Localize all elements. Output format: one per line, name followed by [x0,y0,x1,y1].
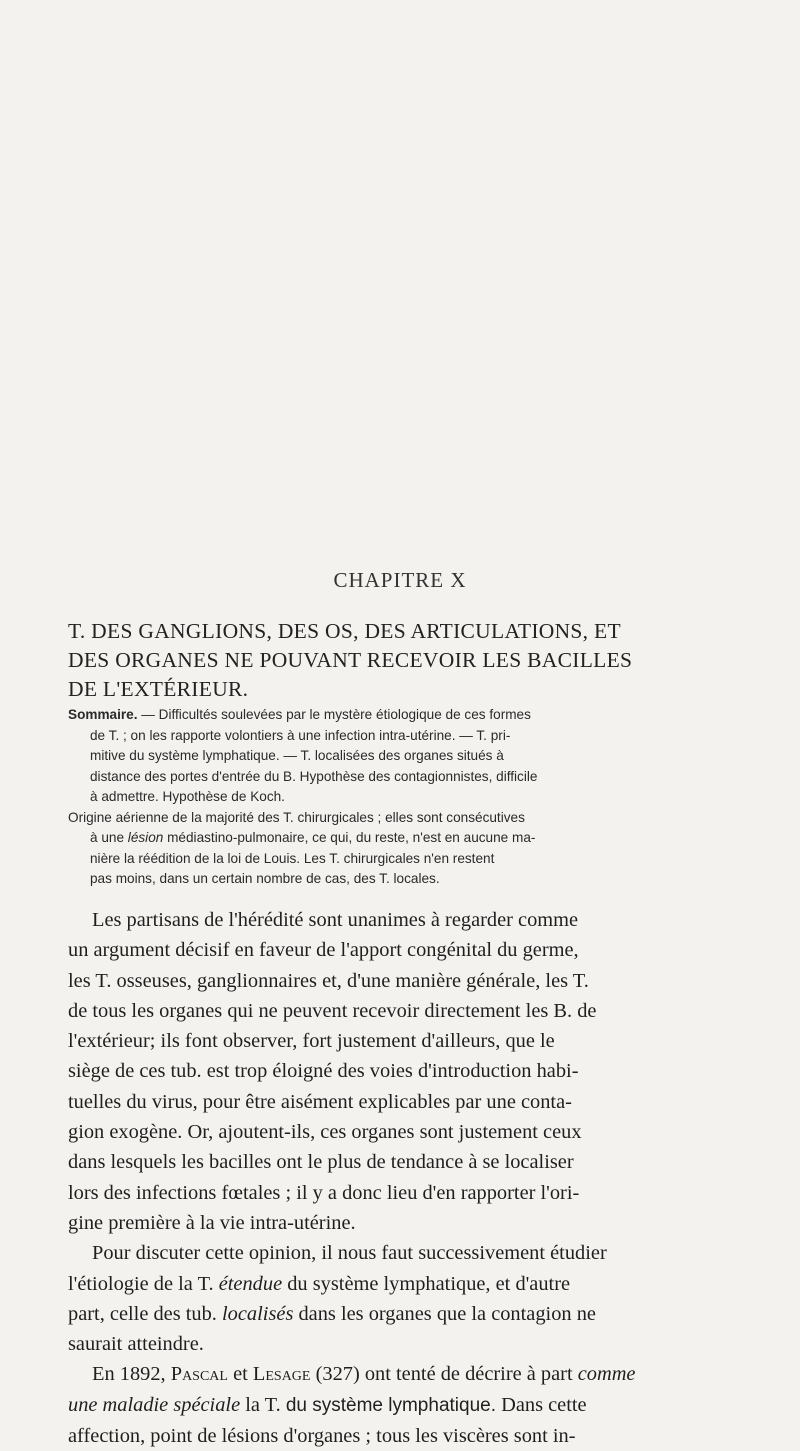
body-line: affection, point de lésions d'organes ; tous les viscères sont in- [68,1425,576,1448]
body-line: dans lesquels les bacilles ont le plus de tendance à se localiser [68,1151,574,1174]
body-line: une maladie spéciale la T. du système lymphatique. Dans cette [68,1393,587,1416]
summary-label: Sommaire. [68,707,138,722]
summary-line: à une lésion médiastino-pulmonaire, ce qui, du reste, n'est en aucune ma- [90,830,536,845]
body-line: gion exogène. Or, ajoutent-ils, ces organes sont justement ceux [68,1121,582,1144]
body-line: Les partisans de l'hérédité sont unanimes à regarder comme [92,909,579,931]
body-line: lors des infections fœtales ; il y a donc lieu d'en rapporter l'ori- [68,1181,580,1204]
summary-line: nière la réédition de la loi de Louis. Les T. chirurgicales n'en restent [90,850,495,866]
body-line: l'extérieur; ils font observer, fort justement d'ailleurs, que le [68,1030,555,1053]
body-line: les T. osseuses, ganglionnaires et, d'une manière générale, les T. [68,969,589,992]
summary-line: Origine aérienne de la majorité des T. chirurgicales ; elles sont consécutives [68,809,525,825]
body-text [68,905,758,1451]
chapter-heading: CHAPITRE X [333,568,467,592]
body-line: siège de ces tub. est trop éloigné des voies d'introduction habi- [68,1060,579,1083]
chapter-summary [68,705,748,890]
summary-line: mitive du système lymphatique. — T. localisées des organes situés à [90,748,504,763]
author-name: Lesage [252,1363,311,1386]
summary-line: de T. ; on les rapporte volontiers à une infection intra-utérine. — T. pri- [90,727,511,743]
chapter-title [68,617,748,704]
summary-line: Sommaire. — Difficultés soulevées par le mystère étiologique de ces formes [68,707,531,722]
summary-italic: lésion [127,830,164,845]
author-name: Pascal [170,1363,228,1386]
body-line: l'étiologie de la T. étendue du système lymphatique, et d'autre [68,1272,571,1295]
body-line: saurait atteindre. [68,1333,204,1356]
title-line: DE L'EXTÉRIEUR. [68,677,249,701]
summary-line: pas moins, dans un certain nombre de cas, des T. locales. [90,871,440,886]
body-line: de tous les organes qui ne peuvent recevoir directement les B. de [68,999,597,1022]
body-line: Pour discuter cette opinion, il nous faut successivement étudier [92,1242,607,1265]
summary-line: distance des portes d'entrée du B. Hypothèse des contagionnistes, difficile [90,768,538,784]
body-line: un argument décisif en faveur de l'apport congénital du germe, [68,939,579,962]
title-line: T. DES GANGLIONS, DES OS, DES ARTICULATIONS, ET [68,619,621,643]
summary-line: à admettre. Hypothèse de Koch. [90,789,285,804]
body-line: gine première à la vie intra-utérine. [68,1211,356,1234]
title-line: DES ORGANES NE POUVANT RECEVOIR LES BACILLES [68,648,633,672]
body-line: tuelles du virus, pour être aisément explicables par une conta- [68,1090,572,1113]
body-line: En 1892, Pascal et Lesage (327) ont tenté de décrire à part comme [92,1363,636,1386]
body-line: part, celle des tub. localisés dans les organes que la contagion ne [68,1302,596,1325]
